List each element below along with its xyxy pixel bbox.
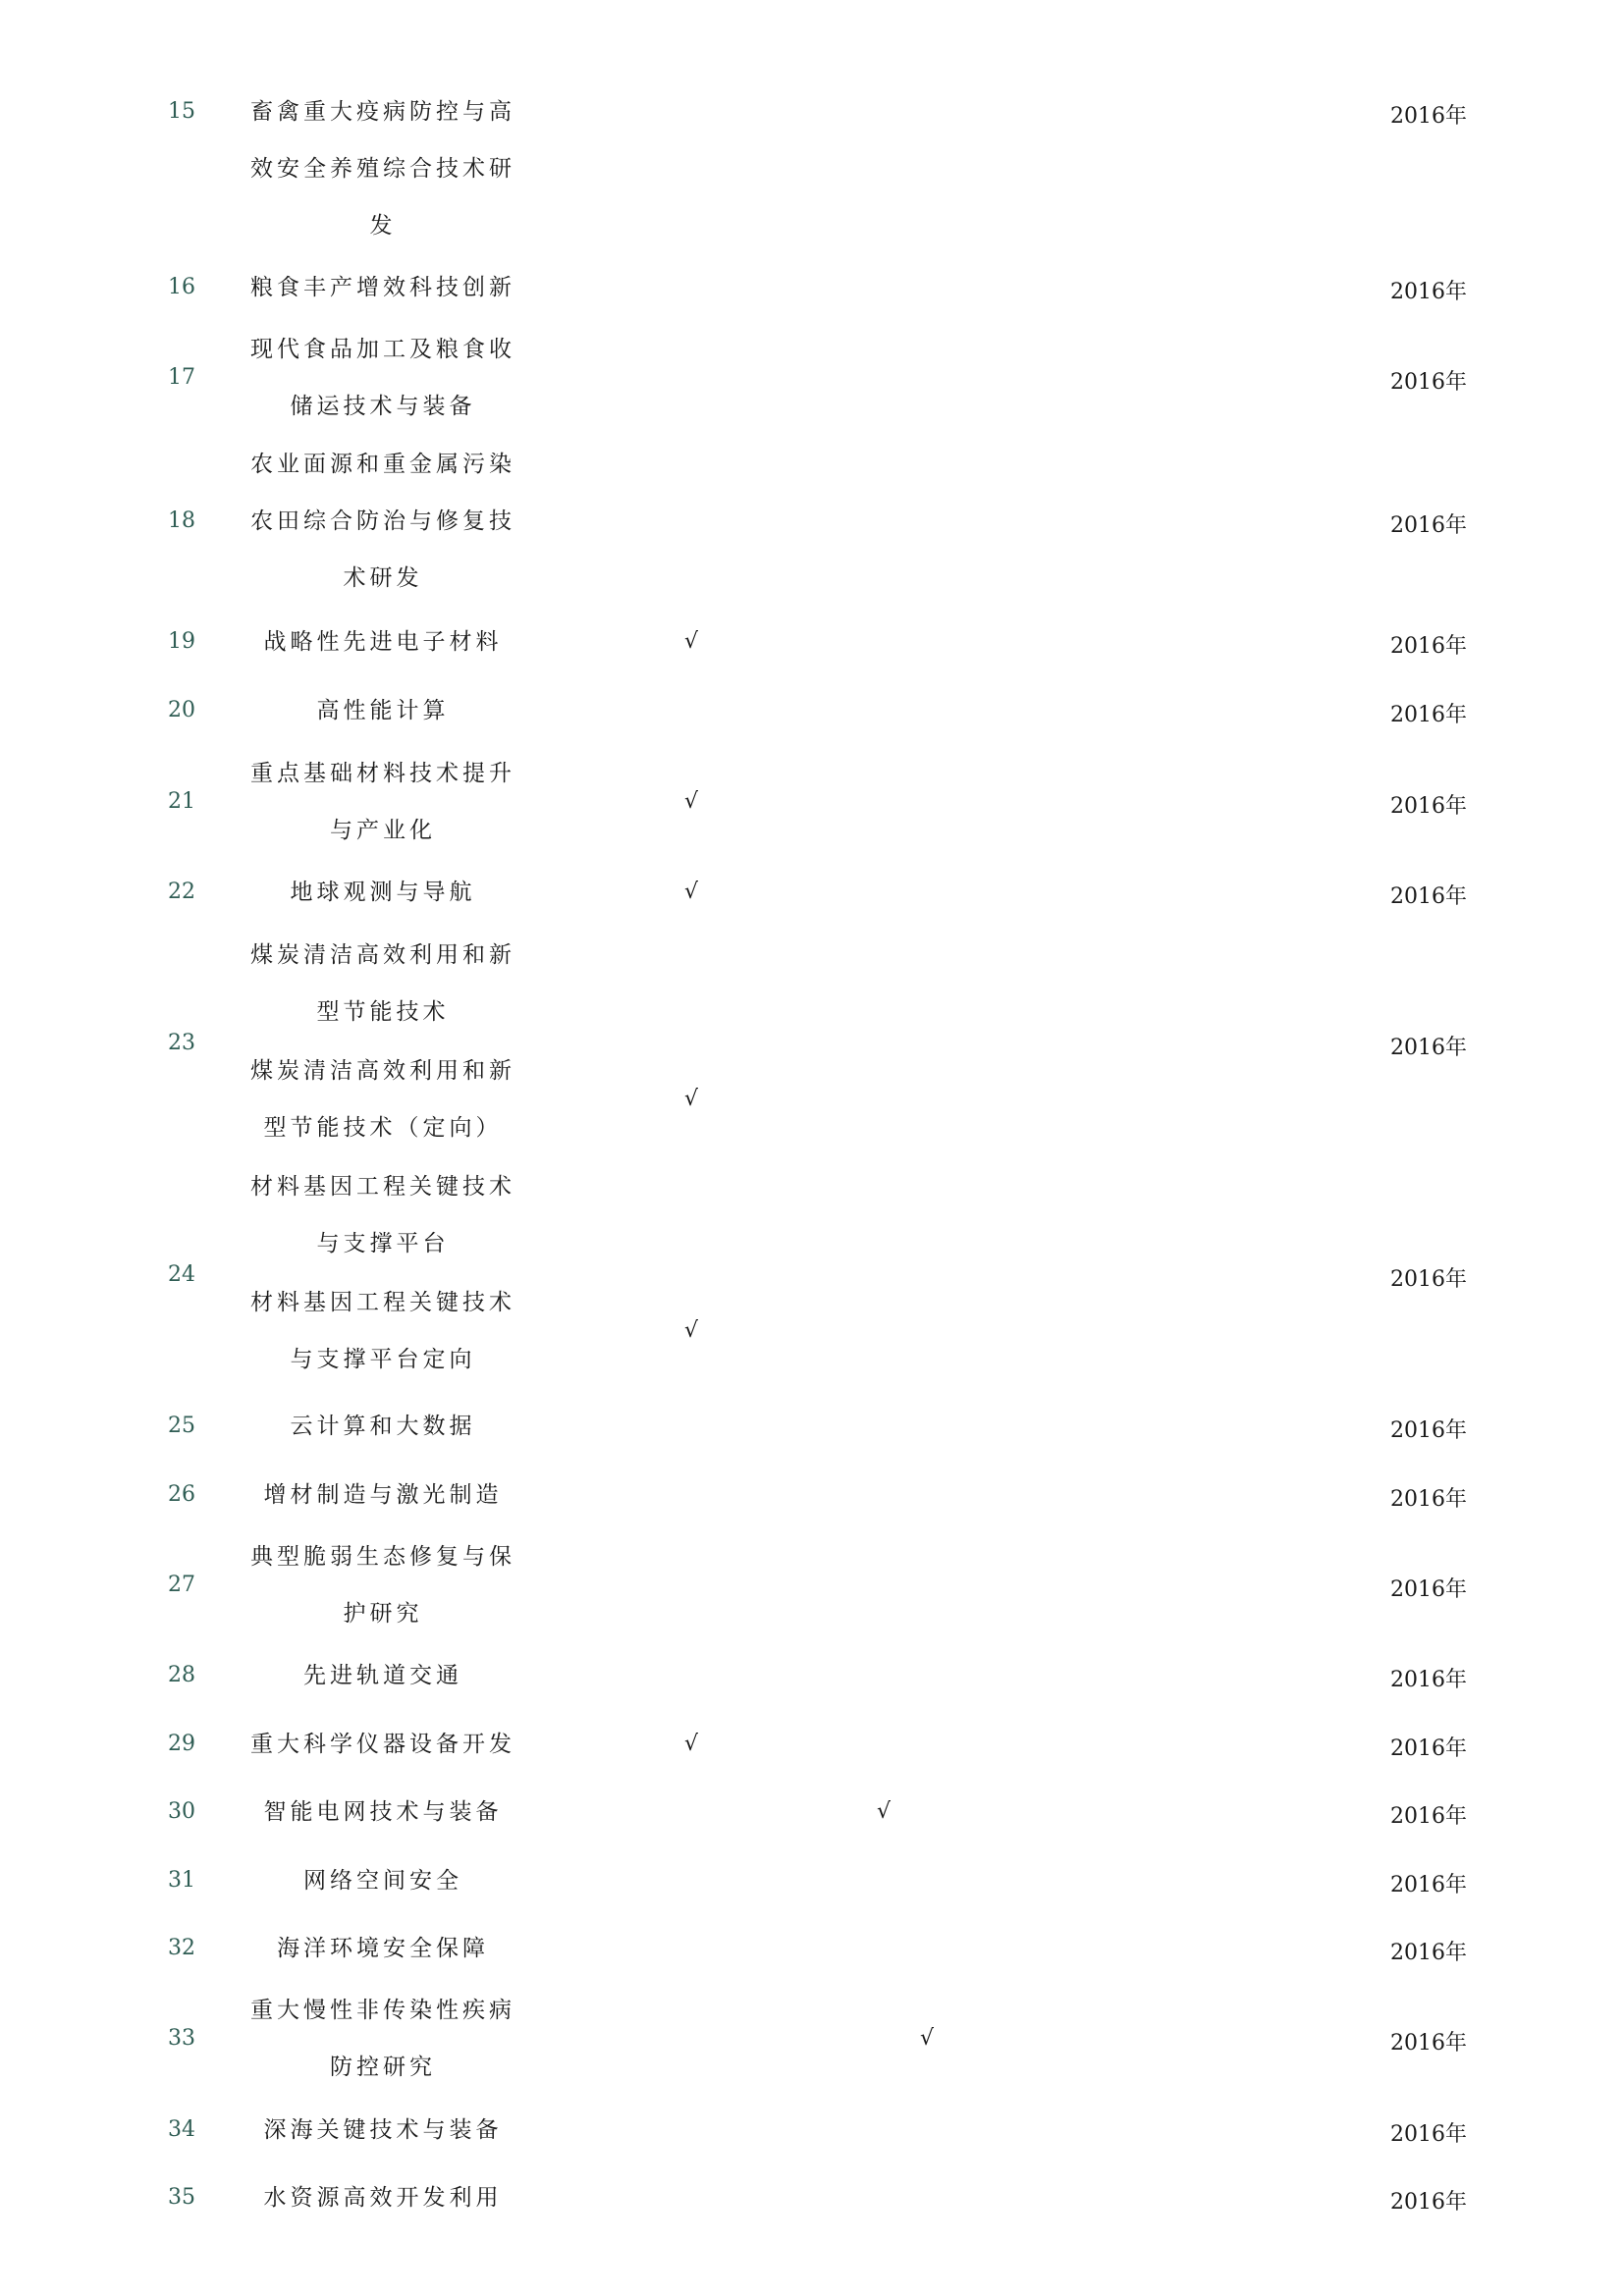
project-name: 网络空间安全 [303, 1868, 462, 1894]
check-mark: √ [920, 2026, 935, 2051]
row-number: 21 [168, 789, 195, 814]
year: 2016年 [1390, 1873, 1467, 1897]
table-row [0, 1528, 1623, 1642]
project-name: 农业面源和重金属污染 农田综合防治与修复技 术研发 [250, 452, 515, 591]
check-mark: √ [684, 789, 699, 814]
project-name: 粮食丰产增效科技创新 [250, 275, 515, 300]
year: 2016年 [1390, 104, 1467, 129]
year: 2016年 [1390, 634, 1467, 659]
year: 2016年 [1390, 2190, 1467, 2215]
table-row [0, 1920, 1623, 1977]
project-name: 煤炭清洁高效利用和新 型节能技术 [250, 942, 515, 1025]
table-row [0, 436, 1623, 607]
check-mark: √ [684, 1087, 699, 1111]
row-number: 34 [168, 2117, 195, 2142]
year: 2016年 [1390, 1577, 1467, 1602]
year: 2016年 [1390, 1267, 1467, 1292]
project-name: 增材制造与激光制造 [263, 1482, 503, 1508]
row-number: 22 [168, 880, 195, 904]
row-number: 18 [168, 508, 195, 533]
table-row [0, 614, 1623, 670]
row-number: 20 [168, 698, 195, 722]
row-number: 19 [168, 629, 195, 654]
table-row [0, 927, 1623, 1156]
project-name: 地球观测与导航 [290, 880, 476, 905]
table-row [0, 1467, 1623, 1523]
year: 2016年 [1390, 370, 1467, 395]
table-row [0, 83, 1623, 254]
check-mark: √ [684, 1318, 699, 1343]
project-name-directed: 材料基因工程关键技术 与支撑平台定向 [250, 1290, 515, 1372]
year: 2016年 [1390, 1804, 1467, 1829]
table-row [0, 1852, 1623, 1909]
year: 2016年 [1390, 1036, 1467, 1060]
row-number: 16 [168, 275, 195, 299]
table-row [0, 1158, 1623, 1388]
year: 2016年 [1390, 1736, 1467, 1761]
table-row [0, 1398, 1623, 1455]
year: 2016年 [1390, 703, 1467, 727]
row-number: 17 [168, 365, 195, 390]
year: 2016年 [1390, 2122, 1467, 2147]
check-mark: √ [684, 629, 699, 654]
row-number: 15 [168, 99, 195, 124]
year: 2016年 [1390, 1941, 1467, 1965]
check-mark: √ [684, 880, 699, 904]
project-name: 材料基因工程关键技术 与支撑平台 [250, 1174, 515, 1256]
year: 2016年 [1390, 794, 1467, 819]
table-row [0, 1716, 1623, 1773]
row-number: 28 [168, 1663, 195, 1687]
row-number: 25 [168, 1414, 195, 1438]
project-name: 高性能计算 [316, 698, 450, 723]
table-row [0, 1982, 1623, 2096]
project-name: 智能电网技术与装备 [263, 1799, 503, 1825]
project-name: 现代食品加工及粮食收 储运技术与装备 [250, 337, 515, 419]
row-number: 33 [168, 2026, 195, 2051]
project-name: 重点基础材料技术提升 与产业化 [250, 761, 515, 843]
row-number: 31 [168, 1868, 195, 1893]
project-name: 重大科学仪器设备开发 [250, 1732, 515, 1757]
row-number: 24 [168, 1262, 195, 1287]
project-name: 畜禽重大疫病防控与高 效安全养殖综合技术研 发 [250, 99, 515, 239]
project-name: 水资源高效开发利用 [263, 2185, 503, 2211]
year: 2016年 [1390, 2031, 1467, 2056]
row-number: 29 [168, 1732, 195, 1756]
check-mark: √ [684, 1732, 699, 1756]
project-name: 典型脆弱生态修复与保 护研究 [250, 1544, 515, 1627]
table-row [0, 259, 1623, 316]
project-name: 深海关键技术与装备 [263, 2117, 503, 2143]
table-row [0, 864, 1623, 921]
table-row [0, 2102, 1623, 2159]
table-row [0, 321, 1623, 435]
year: 2016年 [1390, 884, 1467, 909]
project-name: 云计算和大数据 [290, 1414, 476, 1439]
year: 2016年 [1390, 1668, 1467, 1692]
table-row [0, 2169, 1623, 2226]
year: 2016年 [1390, 1418, 1467, 1443]
project-name: 海洋环境安全保障 [277, 1936, 489, 1961]
table-row [0, 1647, 1623, 1704]
check-mark: √ [877, 1799, 892, 1824]
row-number: 30 [168, 1799, 195, 1824]
row-number: 27 [168, 1573, 195, 1597]
project-name-directed: 煤炭清洁高效利用和新 型节能技术（定向） [250, 1058, 515, 1141]
row-number: 32 [168, 1936, 195, 1960]
project-name: 重大慢性非传染性疾病 防控研究 [250, 1998, 515, 2080]
row-number: 23 [168, 1031, 195, 1055]
table-row [0, 1784, 1623, 1841]
table-row [0, 682, 1623, 739]
row-number: 35 [168, 2185, 195, 2210]
year: 2016年 [1390, 280, 1467, 304]
project-name: 战略性先进电子材料 [263, 629, 503, 655]
table-row [0, 745, 1623, 859]
row-number: 26 [168, 1482, 195, 1507]
project-name: 先进轨道交通 [303, 1663, 462, 1688]
year: 2016年 [1390, 513, 1467, 538]
year: 2016年 [1390, 1487, 1467, 1512]
